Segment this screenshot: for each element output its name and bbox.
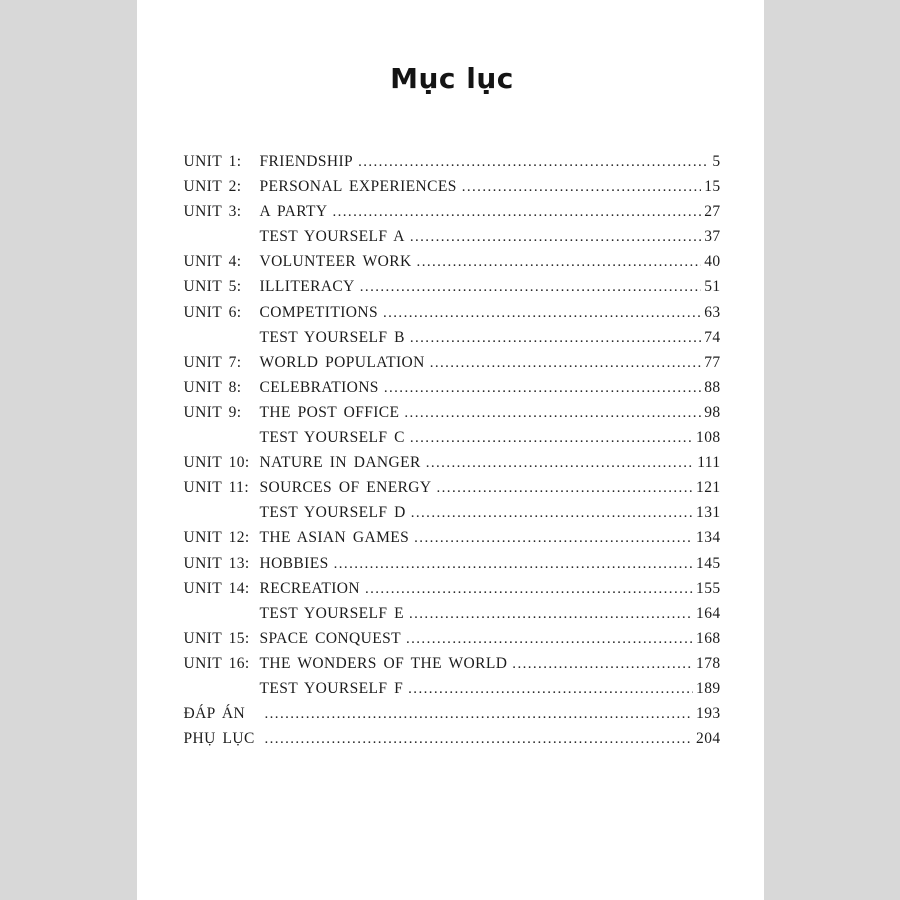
toc-entry (184, 153, 721, 178)
toc-entry (184, 555, 721, 580)
toc-entry-page-number: 131 (696, 504, 721, 522)
toc-entry-title: TEST YOURSELF A (259, 228, 405, 246)
toc-entry (184, 454, 721, 479)
toc-entry-title: PERSONAL EXPERIENCES (259, 178, 457, 196)
toc-entry (184, 504, 721, 529)
toc-entry-unit-label: UNIT 6: (183, 303, 242, 321)
toc-entry-unit-label: UNIT 15: (183, 629, 250, 647)
toc-entry-dot-leader (430, 354, 702, 372)
toc-entry-dot-leader (410, 329, 701, 347)
toc-entry-unit-label: UNIT 3: (183, 203, 242, 221)
toc-entry-dot-leader (383, 304, 701, 322)
toc-entry-title: TEST YOURSELF D (259, 504, 406, 522)
toc-entry-dot-leader (332, 203, 701, 221)
toc-entry-title: ILLITERACY (259, 278, 355, 296)
toc-entry-dot-leader (410, 228, 701, 246)
toc-entry-unit-label: UNIT 16: (183, 654, 250, 672)
toc-entry-title: TEST YOURSELF E (259, 604, 404, 622)
toc-entry (184, 379, 721, 404)
toc-entry (184, 404, 721, 429)
toc-entry-dot-leader (360, 278, 701, 296)
toc-entry-title: THE ASIAN GAMES (259, 529, 410, 547)
toc-entry-title: VOLUNTEER WORK (259, 253, 412, 271)
toc-entry (184, 304, 721, 329)
page-title: Mục lục (390, 62, 514, 95)
toc-entry (184, 178, 721, 203)
toc-entry-page-number: 5 (712, 153, 721, 170)
toc-entry-page-number: 108 (696, 429, 721, 447)
toc-entry (184, 329, 721, 354)
scanned-page (137, 0, 764, 900)
toc-entry-title: CELEBRATIONS (259, 378, 379, 396)
toc-entry-dot-leader (414, 529, 693, 547)
toc-entry-page-number: 168 (696, 629, 721, 647)
toc-entry-dot-leader (408, 680, 693, 698)
toc-entry-dot-leader (411, 504, 693, 522)
toc-entry-title: TEST YOURSELF B (259, 328, 405, 346)
toc-entry-title: TEST YOURSELF C (259, 429, 405, 447)
toc-entry-unit-label: UNIT 5: (183, 278, 242, 296)
toc-entry-dot-leader (365, 580, 693, 598)
toc-entry-unit-label: UNIT 7: (183, 353, 242, 371)
toc-entry-page-number: 189 (696, 679, 721, 697)
toc-entry-title: SOURCES OF ENERGY (259, 479, 432, 497)
toc-entry-page-number: 37 (704, 228, 721, 246)
toc-entry-page-number: 155 (696, 579, 721, 597)
toc-entry-page-number: 111 (697, 454, 721, 472)
toc-entry-dot-leader (462, 178, 701, 196)
toc-entry-dot-leader (426, 454, 694, 472)
toc-entry-dot-leader (417, 253, 702, 271)
toc-entry-page-number: 51 (704, 278, 721, 296)
toc-entry-page-number: 88 (704, 378, 721, 396)
toc-entry (184, 228, 721, 253)
toc-entry-unit-label: UNIT 11: (183, 479, 250, 497)
toc-entry (184, 429, 721, 454)
toc-entry-title: TEST YOURSELF F (259, 679, 404, 697)
toc-entry-dot-leader (358, 153, 709, 171)
toc-entry-unit-label: UNIT 1: (183, 153, 242, 170)
toc-entry (184, 630, 721, 655)
toc-entry (184, 655, 721, 680)
toc-entry (184, 529, 721, 554)
toc-entry-unit-label: UNIT 4: (183, 253, 242, 271)
toc-entry-page-number: 40 (704, 253, 721, 271)
toc-entry-title: HOBBIES (259, 554, 329, 572)
toc-entry-dot-leader (410, 429, 693, 447)
toc-entry (184, 278, 721, 303)
toc-entry-title: WORLD POPULATION (259, 353, 425, 371)
toc-entry-title: THE WONDERS OF THE WORLD (259, 654, 508, 672)
toc-entry (184, 680, 721, 705)
toc-entry-page-number: 134 (696, 529, 721, 547)
toc-entry-page-number: 193 (696, 705, 721, 723)
toc-entry (184, 253, 721, 278)
toc-entry-page-number: 15 (704, 178, 721, 196)
toc-entries (184, 153, 721, 755)
toc-entry-page-number: 164 (696, 604, 721, 622)
toc-entry-dot-leader (384, 379, 701, 397)
toc-entry-dot-leader (334, 555, 693, 573)
toc-entry-page-number: 204 (696, 730, 721, 748)
toc-entry-title: SPACE CONQUEST (259, 629, 401, 647)
toc-entry (184, 354, 721, 379)
toc-entry-title: A PARTY (259, 203, 328, 221)
toc-entry (184, 730, 721, 755)
toc-entry-dot-leader (265, 705, 694, 723)
toc-entry (184, 479, 721, 504)
toc-entry-unit-label: PHỤ LỤC (183, 730, 255, 748)
toc-entry-dot-leader (437, 479, 694, 497)
toc-entry (184, 203, 721, 228)
toc-entry (184, 580, 721, 605)
toc-entry-unit-label: UNIT 13: (183, 554, 250, 572)
toc-entry-dot-leader (406, 630, 693, 648)
toc-entry-dot-leader (409, 605, 693, 623)
toc-entry-title: FRIENDSHIP (259, 153, 354, 170)
toc-entry-dot-leader (265, 730, 694, 748)
toc-entry-unit-label: ĐÁP ÁN (183, 705, 246, 723)
toc-entry-page-number: 98 (704, 403, 721, 421)
toc-entry-unit-label: UNIT 12: (183, 529, 250, 547)
toc-entry-page-number: 27 (704, 203, 721, 221)
toc-entry-dot-leader (512, 655, 693, 673)
toc-entry-title: RECREATION (259, 579, 360, 597)
toc-entry-unit-label: UNIT 9: (183, 403, 242, 421)
toc-entry-page-number: 74 (704, 328, 721, 346)
toc-entry-unit-label: UNIT 8: (183, 378, 242, 396)
toc-entry-page-number: 77 (704, 353, 721, 371)
toc-entry-page-number: 121 (696, 479, 721, 497)
toc-entry-unit-label: UNIT 10: (183, 454, 250, 472)
toc-entry-unit-label: UNIT 14: (183, 579, 250, 597)
toc-entry-page-number: 145 (696, 554, 721, 572)
toc-entry-title: NATURE IN DANGER (259, 454, 421, 472)
toc-entry-unit-label: UNIT 2: (183, 178, 242, 196)
toc-entry (184, 605, 721, 630)
toc-entry-page-number: 63 (704, 303, 721, 321)
toc-entry-title: THE POST OFFICE (259, 403, 400, 421)
toc-entry-title: COMPETITIONS (259, 303, 378, 321)
toc-entry-dot-leader (404, 404, 701, 422)
toc-entry (184, 705, 721, 730)
toc-entry-page-number: 178 (696, 654, 721, 672)
